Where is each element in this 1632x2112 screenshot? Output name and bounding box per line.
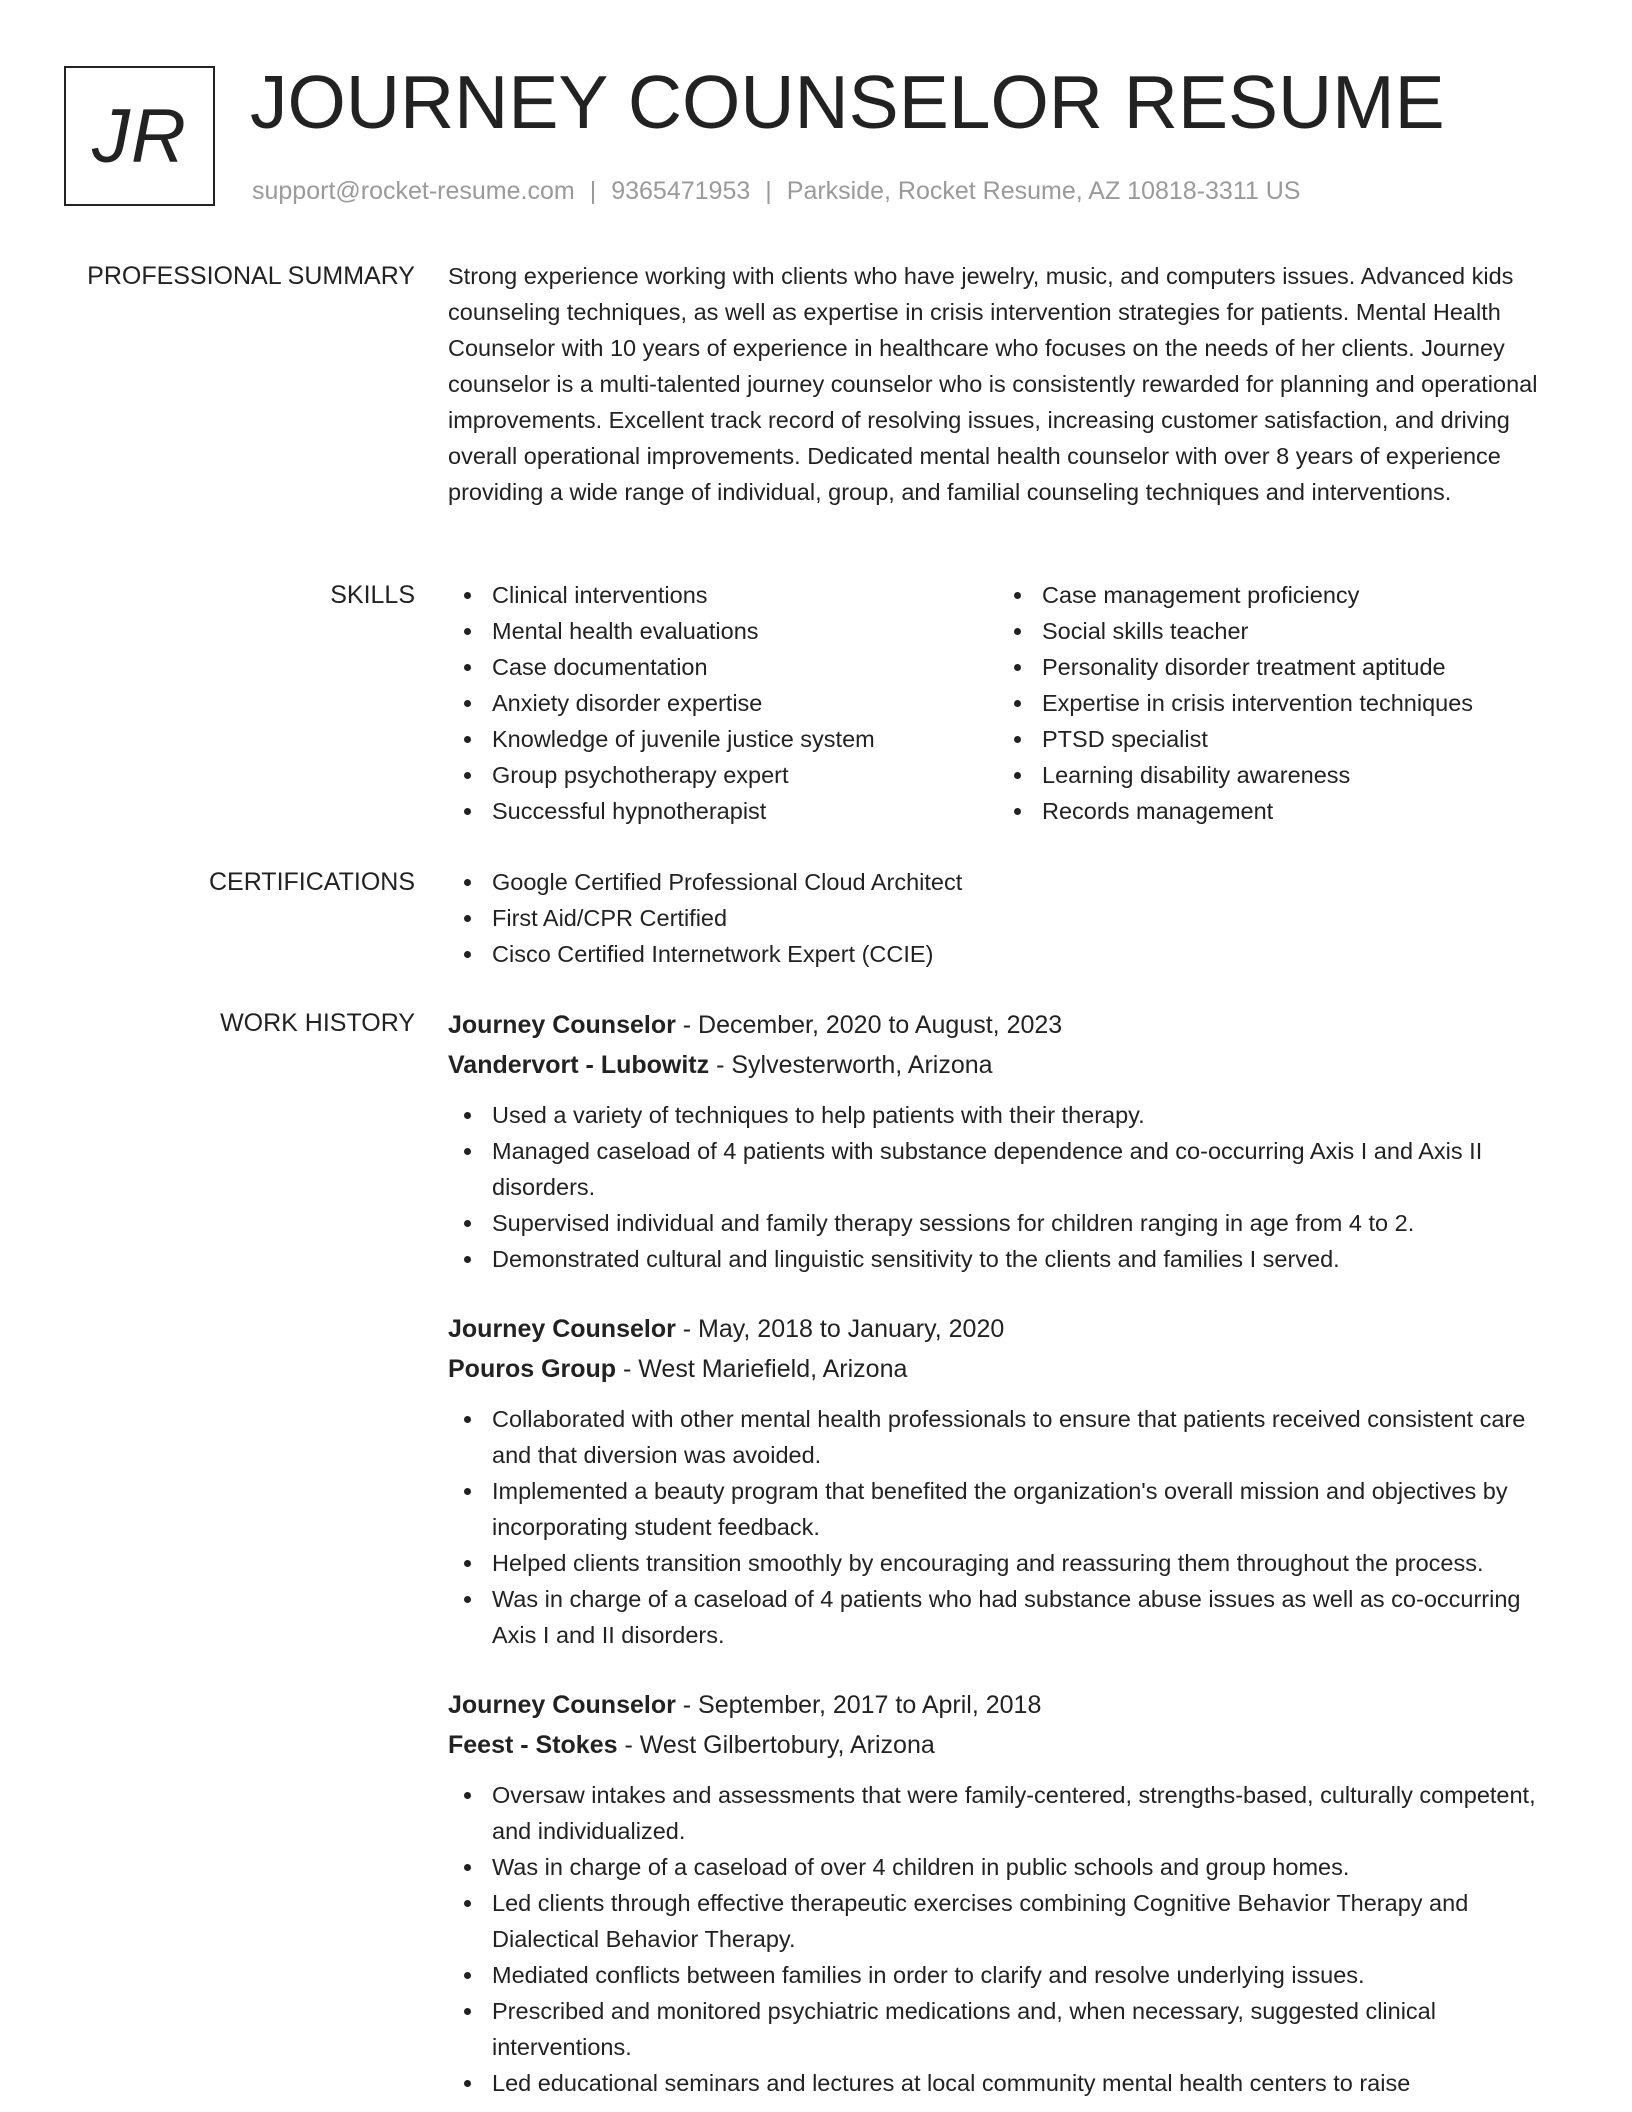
job-bullet: Led clients through effective therapeutic exercises combining Cognitive Behavior Therapy and Dialectical Behavior Therapy.: [448, 1885, 1550, 1957]
job-bullet: Oversaw intakes and assessments that were family-centered, strengths-based, culturally competent, and individualized.: [448, 1777, 1550, 1849]
skills-grid: [448, 577, 1550, 829]
certification-item: First Aid/CPR Certified: [448, 900, 1550, 936]
contact-phone: 9365471953: [611, 177, 751, 205]
job-company: Pouros Group: [448, 1355, 617, 1383]
job-entry: [448, 1309, 1550, 1653]
contact-separator: |: [589, 177, 597, 205]
skills-list-left: [448, 577, 998, 829]
skill-item: Anxiety disorder expertise: [448, 685, 998, 721]
job-company-line: [448, 1725, 1550, 1765]
certification-item: Cisco Certified Internetwork Expert (CCIE): [448, 936, 1550, 972]
job-bullet: Implemented a beauty program that benefited the organization's overall mission and objectives by incorporating student feedback.: [448, 1473, 1550, 1545]
job-bullet: Collaborated with other mental health professionals to ensure that patients received consistent care and that diversion was avoided.: [448, 1401, 1550, 1473]
work-history-body: [448, 1005, 1550, 2112]
summary-text: Strong experience working with clients who have jewelry, music, and computers issues. Advanced kids counseling techniques, as well as expertise in crisis intervention strategies for patients. Mental Health Counselor with 10 years of experience in healthcare who focuses on the needs of her clients. Journey counselor is a multi-talented journey counselor who is consistently rewarded for planning and operational improvements. Excellent track record of resolving issues, increasing customer satisfaction, and driving overall operational improvements. Dedicated mental health counselor with over 8 years of experience providing a wide range of individual, group, and familial counseling techniques and interventions.: [448, 263, 1538, 505]
skill-item: Case documentation: [448, 649, 998, 685]
certifications-list: [448, 864, 1550, 972]
job-bullet: Was in charge of a caseload of 4 patients who had substance abuse issues as well as co-occurring Axis I and II disorders.: [448, 1581, 1550, 1653]
job-location: - West Mariefield, Arizona: [616, 1355, 908, 1383]
job-title-line: [448, 1685, 1550, 1725]
job-company: Feest - Stokes: [448, 1731, 618, 1759]
job-bullet: Used a variety of techniques to help patients with their therapy.: [448, 1097, 1550, 1133]
job-bullets: [448, 1401, 1550, 1653]
skill-item: Learning disability awareness: [998, 757, 1548, 793]
skills-list-right: [998, 577, 1548, 829]
job-dates: - May, 2018 to January, 2020: [675, 1315, 1005, 1343]
skills-body: [448, 577, 1550, 829]
skills-heading: SKILLS: [330, 581, 415, 609]
summary-heading: PROFESSIONAL SUMMARY: [87, 262, 415, 290]
job-bullet: Prescribed and monitored psychiatric medications and, when necessary, suggested clinical interventions.: [448, 1993, 1550, 2065]
job-company-line: [448, 1045, 1550, 1085]
job-bullet: Led educational seminars and lectures at local community mental health centers to raise: [448, 2065, 1550, 2101]
contact-separator: |: [765, 177, 772, 205]
skill-item: Successful hypnotherapist: [448, 793, 998, 829]
job-bullet: Demonstrated cultural and linguistic sensitivity to the clients and families I served.: [448, 1241, 1550, 1277]
skill-item: Mental health evaluations: [448, 613, 998, 649]
monogram-box: [64, 66, 215, 206]
job-bullet: Supervised individual and family therapy sessions for children ranging in age from 4 to 2.: [448, 1205, 1550, 1241]
skill-item: Social skills teacher: [998, 613, 1548, 649]
job-location: - West Gilbertobury, Arizona: [617, 1731, 935, 1759]
skill-item: Records management: [998, 793, 1548, 829]
contact-line: [252, 175, 1300, 207]
job-title: Journey Counselor: [448, 1315, 676, 1343]
job-bullet: Managed caseload of 4 patients with substance dependence and co-occurring Axis I and Axis II disorders.: [448, 1133, 1550, 1205]
job-title-line: [448, 1005, 1550, 1045]
job-company-line: [448, 1349, 1550, 1389]
job-bullets: [448, 1097, 1550, 1277]
job-bullet: Helped clients transition smoothly by encouraging and reassuring them throughout the process.: [448, 1545, 1550, 1581]
summary-body: [448, 258, 1550, 510]
resume-title: JOURNEY COUNSELOR RESUME: [250, 60, 1445, 144]
certification-item: Google Certified Professional Cloud Architect: [448, 864, 1550, 900]
work-history-heading: WORK HISTORY: [220, 1009, 415, 1037]
skill-item: Case management proficiency: [998, 577, 1548, 613]
skill-item: Personality disorder treatment aptitude: [998, 649, 1548, 685]
contact-address: Parkside, Rocket Resume, AZ 10818-3311 US: [786, 177, 1301, 205]
skill-item: Expertise in crisis intervention techniques: [998, 685, 1548, 721]
certifications-body: [448, 864, 1550, 972]
job-title-line: [448, 1309, 1550, 1349]
job-dates: - September, 2017 to April, 2018: [675, 1691, 1042, 1719]
monogram-initials: JR: [92, 93, 187, 179]
skill-item: Knowledge of juvenile justice system: [448, 721, 998, 757]
contact-email: support@rocket-resume.com: [252, 177, 575, 205]
job-dates: - December, 2020 to August, 2023: [675, 1011, 1063, 1039]
job-title: Journey Counselor: [448, 1691, 676, 1719]
skill-item: PTSD specialist: [998, 721, 1548, 757]
job-bullets: [448, 1777, 1550, 2101]
skill-item: Clinical interventions: [448, 577, 998, 613]
job-location: - Sylvesterworth, Arizona: [709, 1051, 993, 1079]
job-company: Vandervort - Lubowitz: [448, 1051, 710, 1079]
job-entry: [448, 1685, 1550, 2101]
job-bullet: Mediated conflicts between families in order to clarify and resolve underlying issues.: [448, 1957, 1550, 1993]
job-title: Journey Counselor: [448, 1011, 676, 1039]
job-bullet: Was in charge of a caseload of over 4 children in public schools and group homes.: [448, 1849, 1550, 1885]
skill-item: Group psychotherapy expert: [448, 757, 998, 793]
certifications-heading: CERTIFICATIONS: [208, 868, 415, 896]
job-entry: [448, 1005, 1550, 1277]
